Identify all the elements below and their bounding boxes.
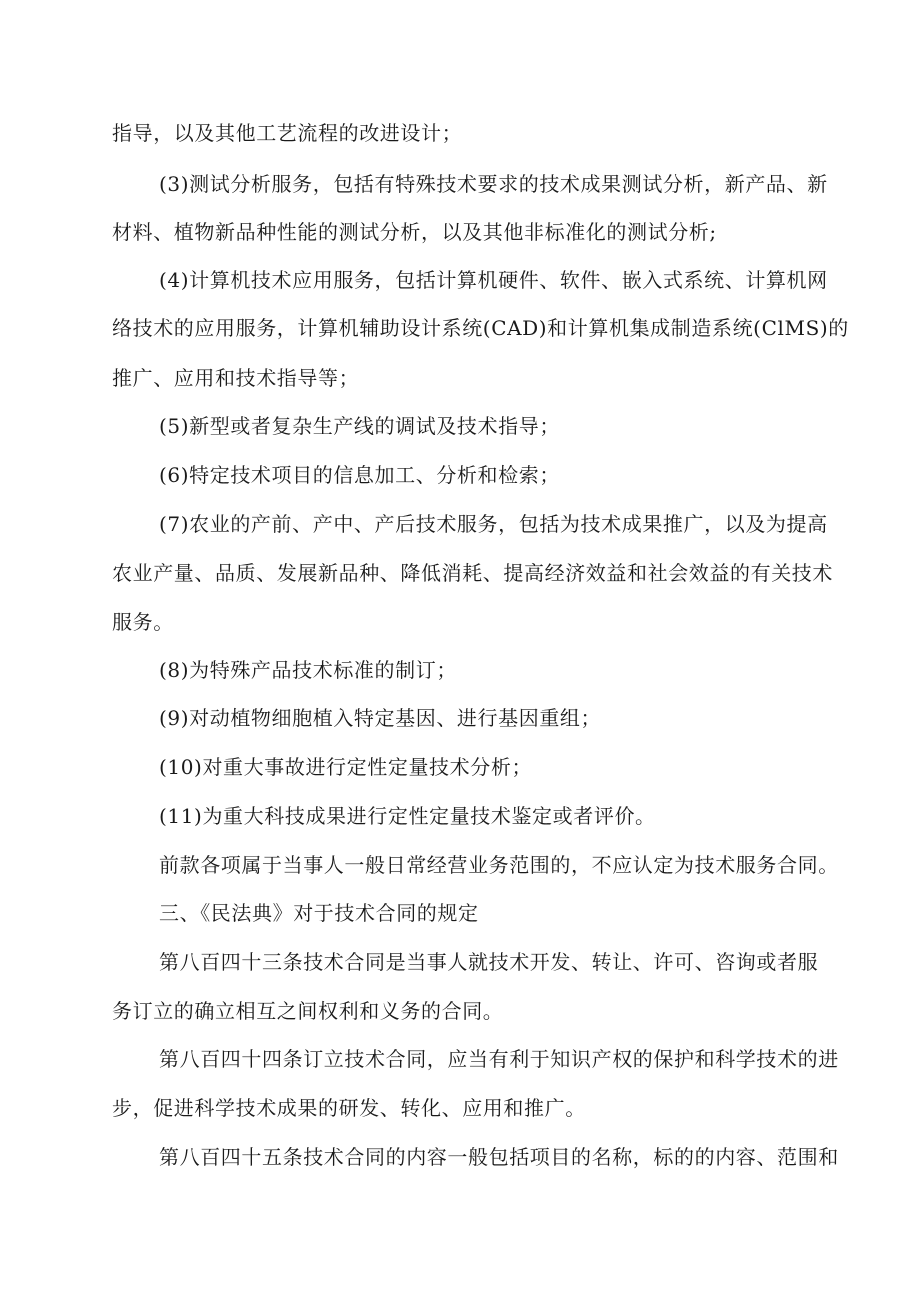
text-line: (7)农业的产前、产中、产后技术服务，包括为技术成果推广，以及为提高: [159, 512, 828, 536]
text-line: (10)对重大事故进行定性定量技术分析；: [159, 755, 533, 779]
text-line: (5)新型或者复杂生产线的调试及技术指导；: [159, 414, 560, 438]
text-line: 农业产量、品质、发展新品种、降低消耗、提高经济效益和社会效益的有关技术: [112, 561, 833, 585]
text-line: 材料、植物新品种性能的测试分析，以及其他非标准化的测试分析;: [112, 220, 717, 244]
text-line: 推广、应用和技术指导等；: [112, 366, 360, 390]
text-line: (8)为特殊产品技术标准的制订；: [159, 658, 457, 682]
text-line: 络技术的应用服务，计算机辅助设计系统(CAD)和计算机集成制造系统(ClMS)的: [112, 316, 849, 340]
text-line: 第八百四十四条订立技术合同，应当有利于知识产权的保护和科学技术的进: [159, 1047, 839, 1071]
section-heading: 三、《民法典》对于技术合同的规定: [159, 901, 479, 925]
text-line: (4)计算机技术应用服务，包括计算机硬件、软件、嵌入式系统、计算机网: [159, 268, 828, 292]
text-line: (3)测试分析服务，包括有特殊技术要求的技术成果测试分析，新产品、新: [159, 172, 828, 196]
text-line: (11)为重大科技成果进行定性定量技术鉴定或者评价。: [159, 804, 656, 828]
text-line: 服务。: [112, 610, 174, 634]
text-line: (9)对动植物细胞植入特定基因、进行基因重组；: [159, 706, 602, 730]
text-line: 务订立的确立相互之间权利和义务的合同。: [112, 999, 504, 1023]
text-line: 第八百四十五条技术合同的内容一般包括项目的名称，标的的内容、范围和: [159, 1145, 839, 1169]
text-line: 步，促进科学技术成果的研发、转化、应用和推广。: [112, 1096, 586, 1120]
text-line: 第八百四十三条技术合同是当事人就技术开发、转让、许可、咨询或者服: [159, 950, 819, 974]
text-line: (6)特定技术项目的信息加工、分析和检索；: [159, 463, 560, 487]
text-line: 前款各项属于当事人一般日常经营业务范围的，不应认定为技术服务合同。: [159, 853, 839, 877]
text-line: 指导，以及其他工艺流程的改进设计；: [112, 121, 463, 145]
